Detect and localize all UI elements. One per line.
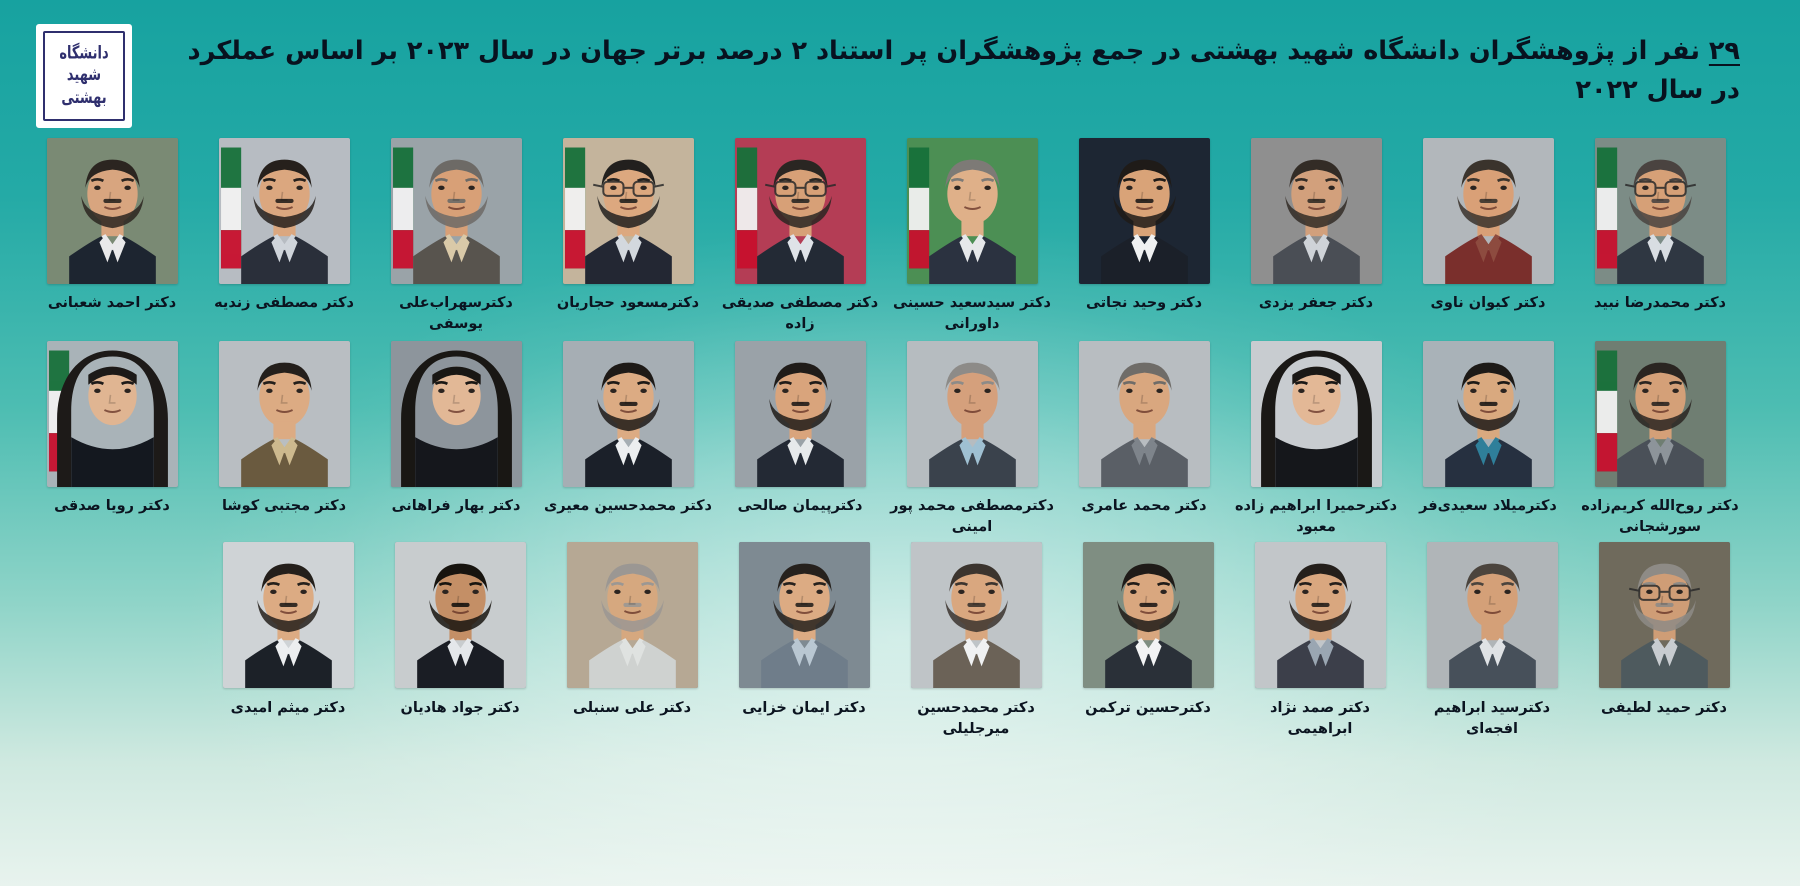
researcher-name: دکتر احمد شعبانی: [47, 295, 177, 311]
researcher-row-3: [26, 542, 1774, 740]
researcher-name: دکتر مصطفی صدیقی زاده: [721, 295, 879, 333]
researcher-card: [546, 542, 718, 719]
researcher-portrait: [223, 542, 354, 688]
researcher-name: دکتر رویا صدقی: [54, 498, 170, 515]
researcher-name: دکتر سیدسعید حسینی داورانی: [893, 295, 1051, 333]
researcher-card: [1234, 542, 1406, 740]
researcher-card: [890, 542, 1062, 740]
researcher-portrait: [563, 341, 694, 487]
researcher-card: [886, 138, 1058, 335]
researcher-card: [1230, 138, 1402, 314]
logo-text: دانشگاه شهید بهشتی: [59, 43, 109, 108]
researcher-card: [886, 341, 1058, 538]
researcher-portrait: [907, 138, 1038, 284]
researcher-card: [714, 341, 886, 517]
researcher-card: [198, 138, 370, 314]
researcher-card: [1402, 341, 1574, 517]
researcher-name: دکترمسعود حجاریان: [556, 295, 700, 311]
researcher-card: [1406, 542, 1578, 740]
researcher-name: دکترسید ابراهیم افجه‌ای: [1433, 700, 1551, 738]
researcher-card: [1574, 341, 1746, 538]
researcher-card: [718, 542, 890, 719]
researcher-portrait: [1423, 341, 1554, 487]
researcher-card: [370, 138, 542, 335]
researcher-name: دکترسهراب‌علی یوسفی: [399, 295, 513, 333]
researcher-portrait: [47, 341, 178, 487]
researcher-card: [1230, 341, 1402, 538]
researcher-name: دکتر بهار فراهانی: [391, 498, 521, 515]
researcher-row-2: [26, 341, 1774, 538]
researcher-name: دکتر علی سنبلی: [572, 700, 692, 717]
researcher-count: ۲۹: [1708, 36, 1740, 66]
logo-frame: [43, 31, 125, 121]
researcher-portrait: [1251, 138, 1382, 284]
researcher-portrait: [739, 542, 870, 688]
researcher-row-1: [26, 138, 1774, 335]
researcher-portrait: [735, 138, 866, 284]
researcher-card: [26, 138, 198, 314]
researcher-card: [198, 341, 370, 517]
researcher-card: [1062, 542, 1234, 719]
researcher-name: دکترحمیرا ابراهیم زاده معبود: [1234, 498, 1398, 536]
page-title: [180, 18, 1772, 110]
researcher-portrait: [391, 138, 522, 284]
researcher-card: [542, 138, 714, 314]
researcher-portrait: [219, 341, 350, 487]
researcher-portrait: [1595, 341, 1726, 487]
shahid-beheshti-university-logo: [36, 24, 132, 128]
researcher-portrait: [567, 542, 698, 688]
researcher-portrait: [563, 138, 694, 284]
researcher-portrait: [907, 341, 1038, 487]
researcher-portrait: [1427, 542, 1558, 688]
researcher-card: [202, 542, 374, 719]
researcher-name: دکتر جواد هادیان: [400, 700, 520, 717]
researcher-name: دکترمصطفی محمد پور امینی: [890, 498, 1054, 536]
researcher-card: [1402, 138, 1574, 314]
researcher-card: [1058, 341, 1230, 517]
researcher-name: دکتر ایمان خزایی: [742, 700, 866, 717]
researcher-grid: [0, 138, 1800, 740]
researcher-card: [370, 341, 542, 517]
researcher-portrait: [1595, 138, 1726, 284]
researcher-name: دکتر مصطفی زندیه: [214, 295, 354, 311]
researcher-name: دکتر محمدحسین میرجلیلی: [917, 700, 1035, 738]
researcher-portrait: [735, 341, 866, 487]
researcher-name: دکتر صمد نژاد ابراهیمی: [1270, 700, 1370, 738]
page-title-text: نفر از پژوهشگران دانشگاه شهید بهشتی در جمع پژوهشگران پر استناد ۲ درصد برتر جهان در سال ۲۰۲۳ بر اساس عملکرد در سال ۲۰۲۲: [187, 36, 1740, 105]
researcher-name: دکتر مجتبی کوشا: [221, 498, 347, 515]
researcher-card: [1578, 542, 1750, 719]
researcher-portrait: [47, 138, 178, 284]
researcher-portrait: [1251, 341, 1382, 487]
researcher-portrait: [391, 341, 522, 487]
researcher-portrait: [911, 542, 1042, 688]
researcher-card: [26, 341, 198, 517]
researcher-name: دکتر وحید نجاتی: [1085, 295, 1203, 311]
researcher-portrait: [395, 542, 526, 688]
researcher-portrait: [1079, 341, 1210, 487]
researcher-card: [374, 542, 546, 719]
researcher-name: دکتر روح‌الله کریم‌زاده سورشجانی: [1581, 498, 1739, 536]
researcher-portrait: [1083, 542, 1214, 688]
researcher-name: دکترمیلاد سعیدی‌فر: [1419, 498, 1557, 515]
researcher-portrait: [219, 138, 350, 284]
researcher-name: دکتر محمدرضا نبید: [1594, 295, 1726, 311]
researcher-card: [1058, 138, 1230, 314]
researcher-name: دکترپیمان صالحی: [737, 498, 863, 515]
researcher-card: [1574, 138, 1746, 314]
researcher-name: دکتر محمد عامری: [1081, 498, 1207, 515]
researcher-name: دکتر میثم امیدی: [230, 700, 346, 717]
researcher-name: دکتر محمدحسین معیری: [544, 498, 712, 515]
researcher-portrait: [1423, 138, 1554, 284]
researcher-name: دکتر حمید لطیفی: [1601, 700, 1727, 717]
poster-header: [0, 0, 1800, 136]
researcher-card: [542, 341, 714, 517]
researcher-card: [714, 138, 886, 335]
researcher-portrait: [1079, 138, 1210, 284]
researcher-name: دکترحسین ترکمن: [1085, 700, 1211, 717]
researcher-name: دکتر کیوان ناوی: [1430, 295, 1546, 311]
researcher-name: دکتر جعفر یزدی: [1258, 295, 1374, 311]
researcher-portrait: [1255, 542, 1386, 688]
researcher-portrait: [1599, 542, 1730, 688]
